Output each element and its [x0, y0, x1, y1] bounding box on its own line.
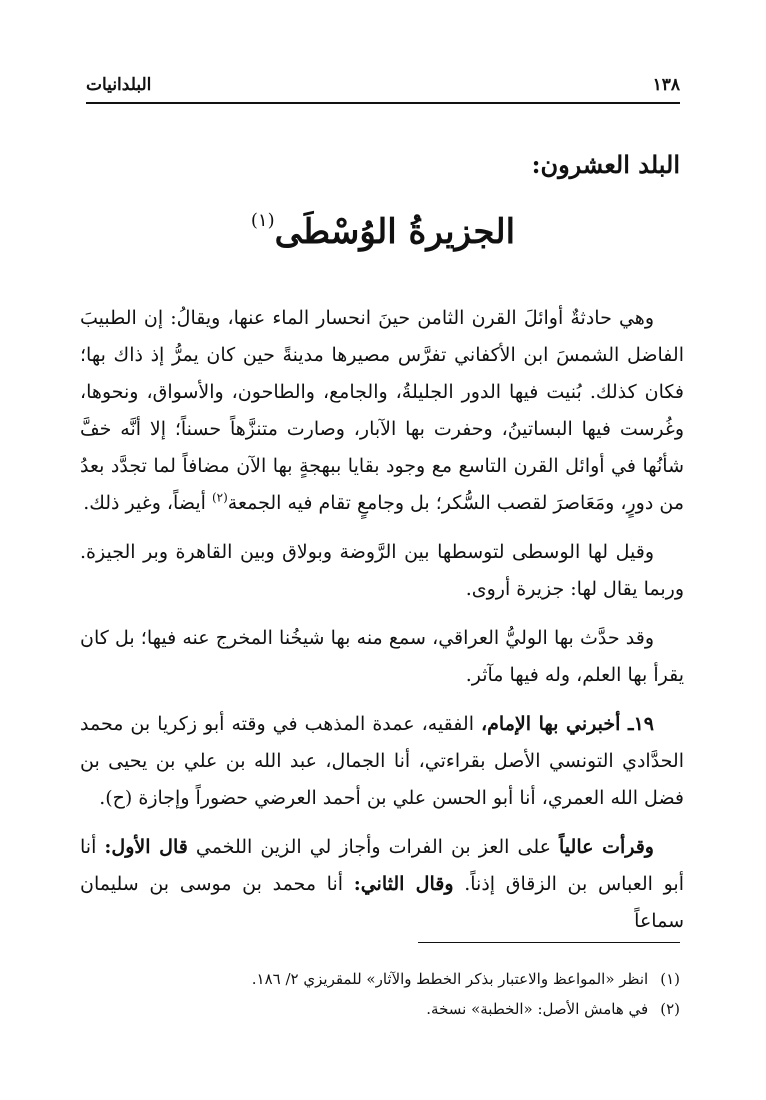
- footnote-2-number: (٢): [660, 1000, 680, 1018]
- page-number: ١٣٨: [652, 75, 680, 95]
- footnote-ref-2: (٢): [211, 490, 228, 505]
- paragraph-5-e: أنا محمد بن موسى بن سليمان سماعاً: [80, 873, 684, 932]
- running-header: [86, 70, 680, 100]
- chapter-title-note: (١): [250, 210, 275, 231]
- paragraph-4: [80, 706, 684, 817]
- paragraph-3: وقد حدَّث بها الوليُّ العراقي، سمع منه بها شيخُنا المخرج عنه فيها؛ بل كان يقرأ بها العلم، وله فيها مآثر.: [80, 627, 684, 686]
- body-text: [80, 300, 684, 952]
- section-label: البلد العشرون:: [531, 150, 680, 179]
- paragraph-5-b: قال الأول:: [104, 836, 188, 858]
- paragraph-2: وقيل لها الوسطى لتوسطها بين الرَّوضة وبولاق وبين القاهرة وبر الجيزة. وربما يقال لها: جزيرة أروى.: [80, 541, 684, 600]
- footnote-rule: [418, 942, 680, 943]
- paragraph-5-c: أنا أبو العباس بن الزقاق إذناً.: [80, 836, 684, 895]
- paragraph-4-text: الفقيه، عمدة المذهب في وقته أبو زكريا بن محمد الحدَّادي التونسي الأصل بقراءتي، أنا الجمال، عبد الله بن علي بن يحيى بن فضل الله العمري، أنا أبو الحسن علي بن أحمد العرضي حضوراً وإجازة (ح).: [80, 713, 684, 809]
- chapter-title-text: الجزيرةُ الوُسْطَى: [274, 212, 516, 252]
- paragraph-1-tail: أيضاً، وغير ذلك.: [83, 492, 212, 514]
- paragraph-5-lead: وقرأت عالياً: [559, 836, 654, 858]
- footnote-1-text: انظر «المواعظ والاعتبار بذكر الخطط والآثار» للمقريزي ٢/ ١٨٦.: [251, 970, 649, 988]
- footnote-2-text: في هامش الأصل: «الخطبة» نسخة.: [426, 1000, 649, 1018]
- footnote-2: [86, 994, 680, 1024]
- running-title: البلدانيات: [86, 75, 152, 95]
- footnotes: [86, 964, 680, 1024]
- paragraph-1: [80, 300, 684, 522]
- paragraph-5: [80, 829, 684, 940]
- chapter-title: [86, 212, 680, 252]
- paragraph-5-d: وقال الثاني:: [353, 873, 454, 895]
- header-rule: [86, 102, 680, 104]
- paragraph-4-lead: ١٩ـ أخبرني بها الإمام،: [481, 713, 655, 735]
- footnote-1-number: (١): [660, 970, 680, 988]
- paragraph-5-a: على العز بن الفرات وأجاز لي الزين اللخمي: [187, 836, 560, 858]
- footnote-1: [86, 964, 680, 994]
- paragraph-1-text: وهي حادثةٌ أوائلَ القرن الثامن حينَ انحسار الماء عنها، ويقالُ: إن الطبيبَ الفاضل الشمسَ ابن الأكفاني تفرَّس مصيرها مدينةً حين كان يمرُّ إذ ذاك بها؛ فكان كذلك. بُنيت فيها الدور الجليلةُ، والجامع، والطاحون، والأسواق، ونحوها، وغُرست فيها البساتينُ، وحفرت بها الآبار، وصارت متنزَّهاً حسناً؛ إلا أنَّه خفَّ شأنُها في أوائل القرن التاسع مع وجود بقايا ببهجةٍ بها الآن مضافاً لما تجدَّد بعدُ من دورٍ، ومَعَاصرَ لقصب السُّكر؛ بل وجامعٍ تقام فيه الجمعة: [80, 307, 684, 514]
